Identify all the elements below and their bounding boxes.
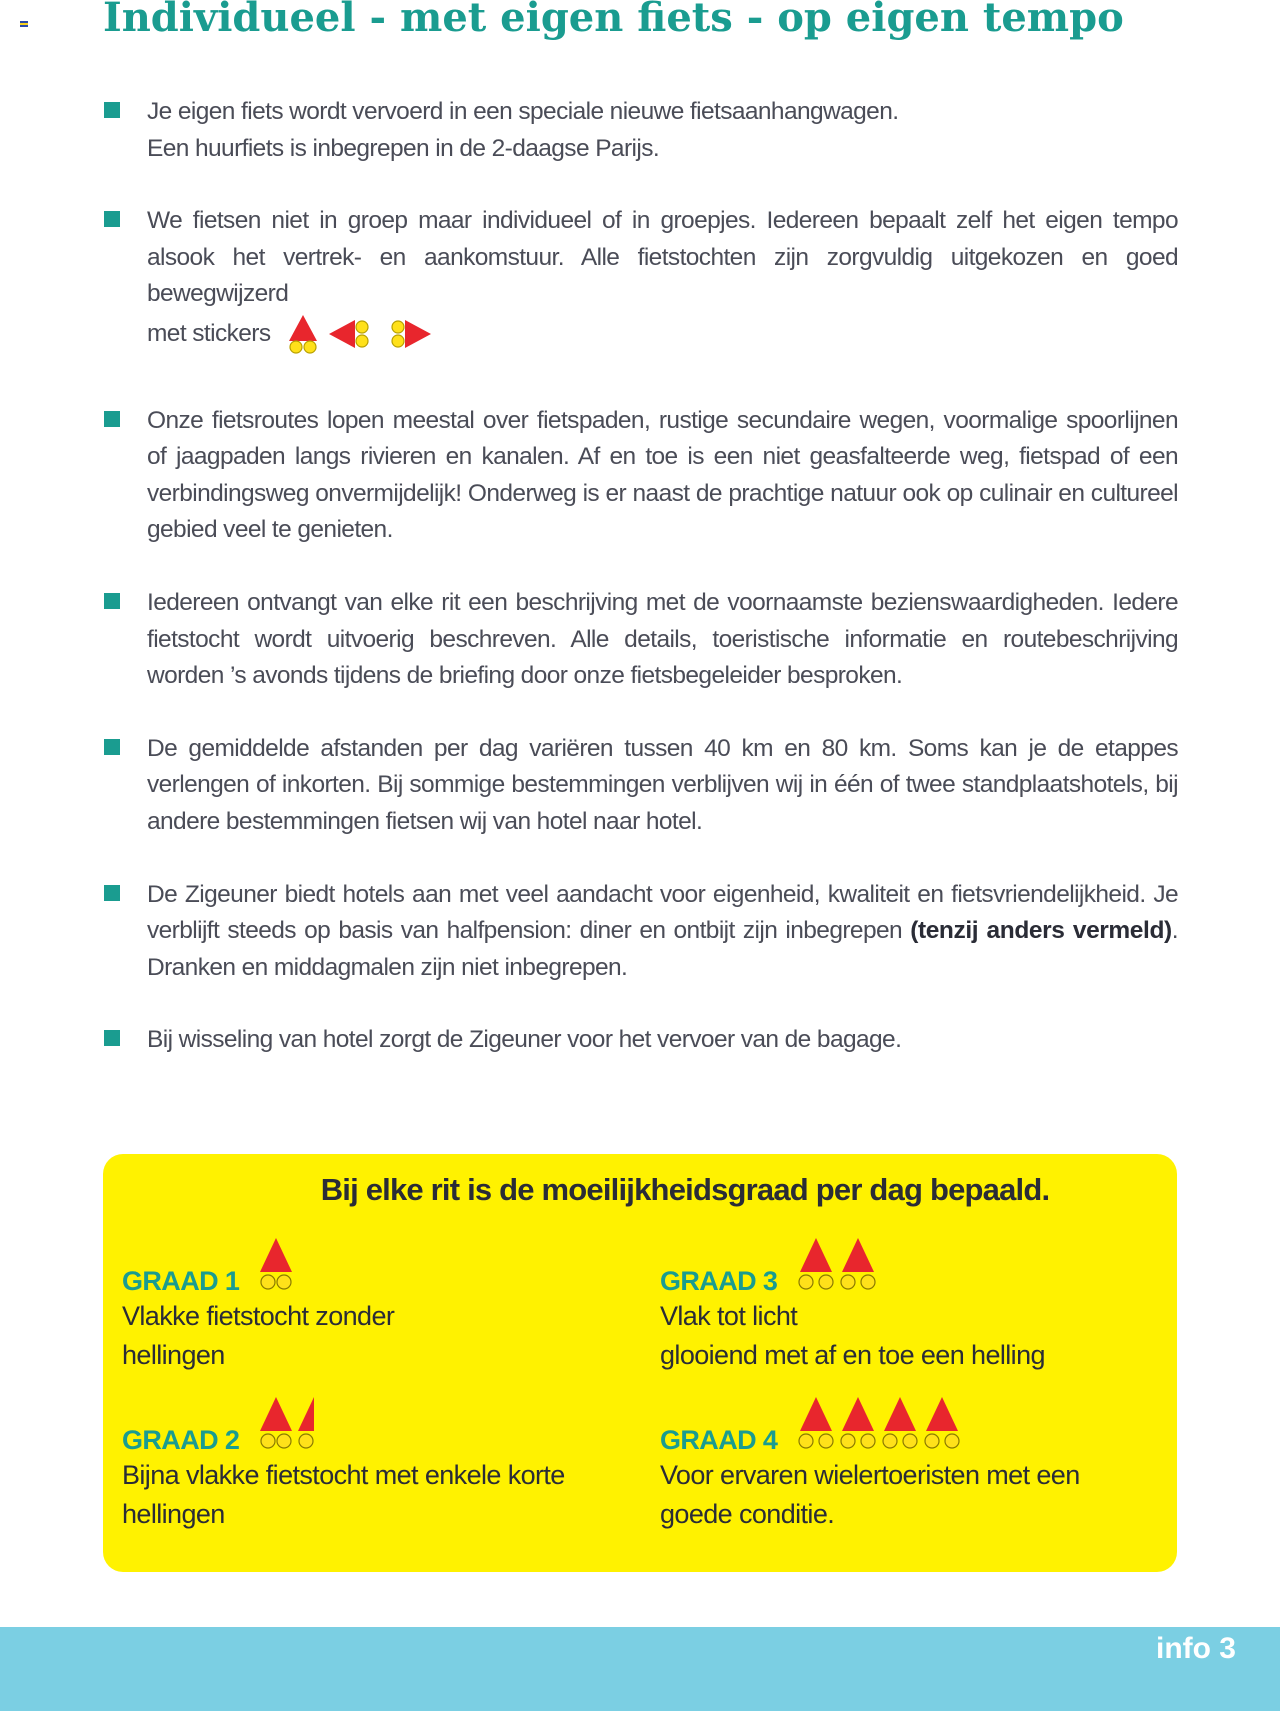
bullet-list [104,94,1178,1059]
route-sticker-icons [285,313,445,355]
list-item-text: Je eigen fiets wordt vervoerd in een speciale nieuwe fietsaanhangwagen. Een huurfiets is inbegrepen in de 2-daagse Parijs. [147,98,899,162]
grade-description: Vlakke fietstocht zonder hellingen [122,1301,395,1370]
grade-label: GRAAD 1 [122,1266,240,1296]
bullet-square-icon [104,102,120,118]
bullet-square-icon [104,211,120,227]
grade-label: GRAAD 2 [122,1425,240,1455]
difficulty-3-icon [794,1236,884,1297]
list-item-text: We fietsen niet in groep maar individueel of in groepjes. Iedereen bepaalt zelf het eigen tempo alsook het vertrek- en aankomstuur. Alle fietstochten zijn zorgvuldig uitgekozen en goed bewegwijzerd met stickers [147,203,1178,366]
list-item-text: De gemiddelde afstanden per dag variëren tussen 40 km en 80 km. Soms kan je de etappes verlengen of inkorten. Bij sommige bestemmingen verblijven wij in één of twee standplaatshotels, bij andere bestemmingen fietsen wij van hotel naar hotel. [147,734,1178,835]
page-title: Individueel - met eigen fiets - op eigen tempo [103,0,1124,41]
list-item-text: Onze fietsroutes lopen meestal over fietspaden, rustige secundaire wegen, voormalige spoorlijnen of jaagpaden langs rivieren en kanalen. Af en toe is een niet geasfalteerde weg, fietspad of een verbindingsweg onvermijdelijk! Onderweg is er naast de prachtige natuur ook op culinair en cultureel gebied veel te genieten. [147,406,1178,544]
list-item-text: Iedereen ontvangt van elke rit een beschrijving met de voornaamste bezienswaardigheden. Iedere fietstocht wordt uitvoerig beschreven. Alle details, toeristische informatie en routebeschrijving worden ’s avonds tijdens de briefing door onze fietsbegeleider besproken. [147,588,1178,690]
grade-label: GRAAD 4 [660,1425,778,1455]
bold-note: (tenzij anders vermeld) [910,917,1172,945]
grade-description: Voor ervaren wielertoeristen met een goede conditie. [660,1460,1080,1529]
list-item-text: Bij wisseling van hotel zorgt de Zigeuner voor het vervoer van de bagage. [147,1026,902,1054]
difficulty-title: Bij elke rit is de moeilijkheidsgraad per dag bepaald. [320,1172,1050,1207]
list-item [104,731,1178,841]
flag-icon [20,21,28,27]
grade-label: GRAAD 3 [660,1266,778,1296]
route-stickers [285,313,445,367]
list-item [104,1022,1178,1059]
difficulty-4-icon [794,1395,966,1456]
page-number: info 3 [1156,1632,1236,1665]
list-item [104,585,1178,695]
bullet-square-icon [104,739,120,755]
difficulty-2-icon [256,1395,326,1456]
bullet-square-icon [104,593,120,609]
grade-2 [122,1395,642,1534]
list-item [104,877,1178,987]
sticker-left-icon [329,320,368,348]
list-item [104,94,1178,167]
list-item [104,203,1178,366]
list-item-text: De Zigeuner biedt hotels aan met veel aandacht voor eigenheid, kwaliteit en fietsvriendelijkheid. Je verblijft steeds op basis van halfpension: diner en ontbijt zijn inbegrepen (tenzij anders vermeld). Dranken en middagmalen zijn niet inbegrepen. [147,880,1178,981]
difficulty-1-icon [256,1236,300,1297]
footer-bar [0,1627,1280,1711]
grade-3 [660,1236,1180,1375]
sticker-right-icon [392,320,431,348]
bullet-square-icon [104,885,120,901]
bullet-square-icon [104,1030,120,1046]
grade-4 [660,1395,1180,1534]
grade-1 [122,1236,642,1375]
grade-description: Bijna vlakke fietstocht met enkele korte hellingen [122,1460,565,1529]
sticker-up-icon [289,315,317,353]
bullet-square-icon [104,411,120,427]
grade-description: Vlak tot licht glooiend met af en toe een helling [660,1301,1045,1370]
list-item [104,403,1178,549]
